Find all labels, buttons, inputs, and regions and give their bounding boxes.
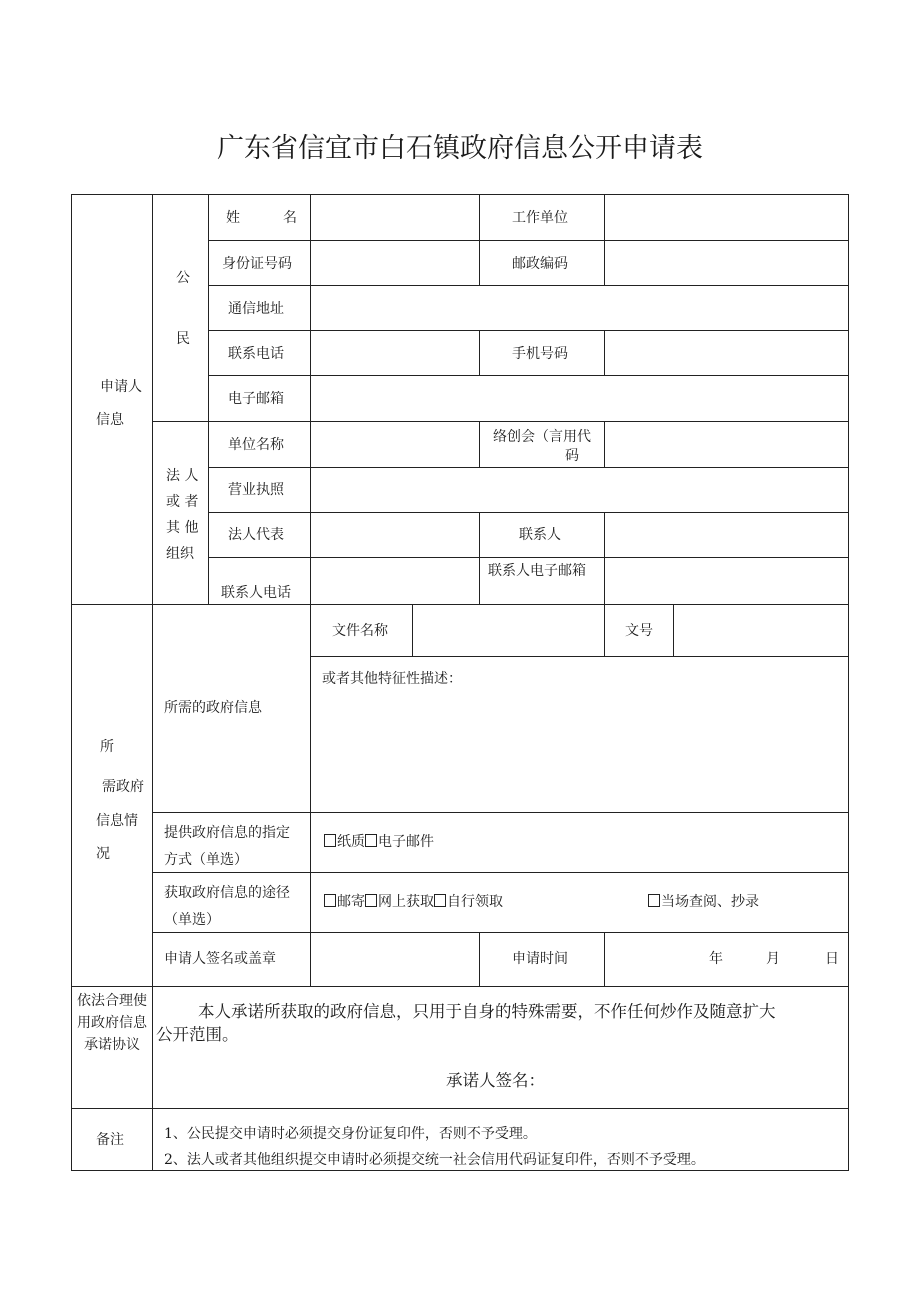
checkbox-icon[interactable] bbox=[434, 894, 446, 907]
delivery-method-label: 提供政府信息的指定 方式（单选） bbox=[164, 825, 290, 868]
applicant-signature-label: 申请人签名或盖章 bbox=[164, 951, 276, 967]
business-license-field[interactable] bbox=[312, 469, 847, 511]
citizen-group-label: 公 bbox=[176, 270, 190, 286]
employer-label: 工作单位 bbox=[512, 210, 568, 226]
application-time-label: 申请时间 bbox=[512, 951, 568, 967]
applicant-section-label: 申请人 bbox=[100, 379, 142, 395]
unit-name-field[interactable] bbox=[312, 423, 478, 466]
request-section-label-4: 况 bbox=[96, 846, 110, 862]
note-item: 2、法人或者其他组织提交申请时必须提交统一社会信用代码证复印件，否则不予受理。 bbox=[164, 1152, 705, 1168]
contact-phone-label: 联系人电话 bbox=[221, 585, 291, 601]
email-label: 电子邮箱 bbox=[228, 391, 284, 407]
doc-name-field[interactable] bbox=[414, 606, 603, 655]
contact-email-field[interactable] bbox=[606, 559, 847, 603]
signer-label: 承诺人签名： bbox=[446, 1071, 545, 1090]
request-section-label-3: 信息情 bbox=[96, 813, 138, 829]
month-label: 月 bbox=[766, 951, 780, 967]
name-label: 姓 bbox=[226, 210, 240, 226]
name-field[interactable] bbox=[312, 196, 478, 239]
checkbox-icon[interactable] bbox=[365, 894, 377, 907]
needed-info-label: 所需的政府信息 bbox=[164, 700, 262, 716]
citizen-group-label-2: 民 bbox=[176, 331, 190, 347]
notes-label: 备注 bbox=[96, 1132, 124, 1148]
business-license-label: 营业执照 bbox=[228, 482, 284, 498]
credit-code-field[interactable] bbox=[606, 423, 847, 466]
address-label: 通信地址 bbox=[228, 301, 284, 317]
credit-code-label: 络创会（言用代 码 bbox=[493, 429, 591, 464]
agreement-label: 依法合理使 用政府信息 承诺协议 bbox=[77, 993, 147, 1053]
paper-option[interactable]: 纸质 bbox=[324, 834, 365, 850]
form-title: 广东省信宜市白石镇政府信息公开申请表 bbox=[217, 133, 703, 164]
mobile-field[interactable] bbox=[606, 332, 847, 374]
doc-number-field[interactable] bbox=[675, 606, 847, 655]
year-label: 年 bbox=[709, 951, 723, 967]
checkbox-icon[interactable] bbox=[648, 894, 660, 907]
applicant-signature-field[interactable] bbox=[312, 934, 478, 985]
unit-name-label: 单位名称 bbox=[228, 437, 284, 453]
phone-label: 联系电话 bbox=[228, 346, 284, 362]
agreement-text-2: 公开范围。 bbox=[156, 1025, 239, 1044]
onsite-option[interactable]: 当场查阅、抄录 bbox=[648, 893, 759, 911]
self-pickup-option[interactable]: 自行领取 bbox=[434, 894, 503, 910]
id-number-field[interactable] bbox=[312, 242, 478, 284]
agreement-text: 本人承诺所获取的政府信息，只用于自身的特殊需要，不作任何炒作及随意扩大 bbox=[198, 1002, 776, 1021]
online-option[interactable]: 网上获取 bbox=[365, 894, 434, 910]
name-label-2: 名 bbox=[283, 210, 297, 226]
channel-options bbox=[324, 893, 503, 911]
other-description-field[interactable] bbox=[312, 690, 847, 810]
mobile-label: 手机号码 bbox=[512, 346, 568, 362]
request-section-label: 所 bbox=[100, 739, 114, 755]
email-option[interactable]: 电子邮件 bbox=[365, 834, 434, 850]
checkbox-icon[interactable] bbox=[365, 834, 377, 847]
phone-field[interactable] bbox=[312, 332, 478, 374]
postal-code-field[interactable] bbox=[606, 242, 847, 284]
address-field[interactable] bbox=[312, 287, 847, 329]
signer-field[interactable] bbox=[560, 1064, 840, 1100]
contact-phone-field[interactable] bbox=[312, 559, 478, 603]
day-label: 日 bbox=[825, 951, 839, 967]
contact-person-field[interactable] bbox=[606, 514, 847, 556]
channel-label: 获取政府信息的途径 （单选） bbox=[164, 885, 290, 928]
checkbox-icon[interactable] bbox=[324, 834, 336, 847]
contact-email-label: 联系人电子邮箱 bbox=[488, 563, 586, 579]
employer-field[interactable] bbox=[606, 196, 847, 239]
legal-rep-field[interactable] bbox=[312, 514, 478, 556]
request-section-label-2: 需政府 bbox=[102, 779, 144, 795]
legal-rep-label: 法人代表 bbox=[228, 527, 284, 543]
org-group-label: 法 人 或 者 其 他 组织 bbox=[166, 468, 199, 562]
postal-code-label: 邮政编码 bbox=[512, 256, 568, 272]
mail-option[interactable]: 邮寄 bbox=[324, 894, 365, 910]
email-field[interactable] bbox=[312, 377, 847, 420]
application-time-field[interactable] bbox=[606, 934, 847, 985]
other-description-label: 或者其他特征性描述： bbox=[322, 671, 462, 687]
contact-person-label: 联系人 bbox=[519, 527, 561, 543]
checkbox-icon[interactable] bbox=[324, 894, 336, 907]
applicant-section-label-2: 信息 bbox=[96, 412, 124, 428]
doc-number-label: 文号 bbox=[625, 623, 653, 639]
doc-name-label: 文件名称 bbox=[332, 623, 388, 639]
note-item: 1、公民提交申请时必须提交身份证复印件，否则不予受理。 bbox=[164, 1126, 537, 1142]
delivery-method-options bbox=[324, 833, 434, 851]
id-number-label: 身份证号码 bbox=[222, 256, 292, 272]
